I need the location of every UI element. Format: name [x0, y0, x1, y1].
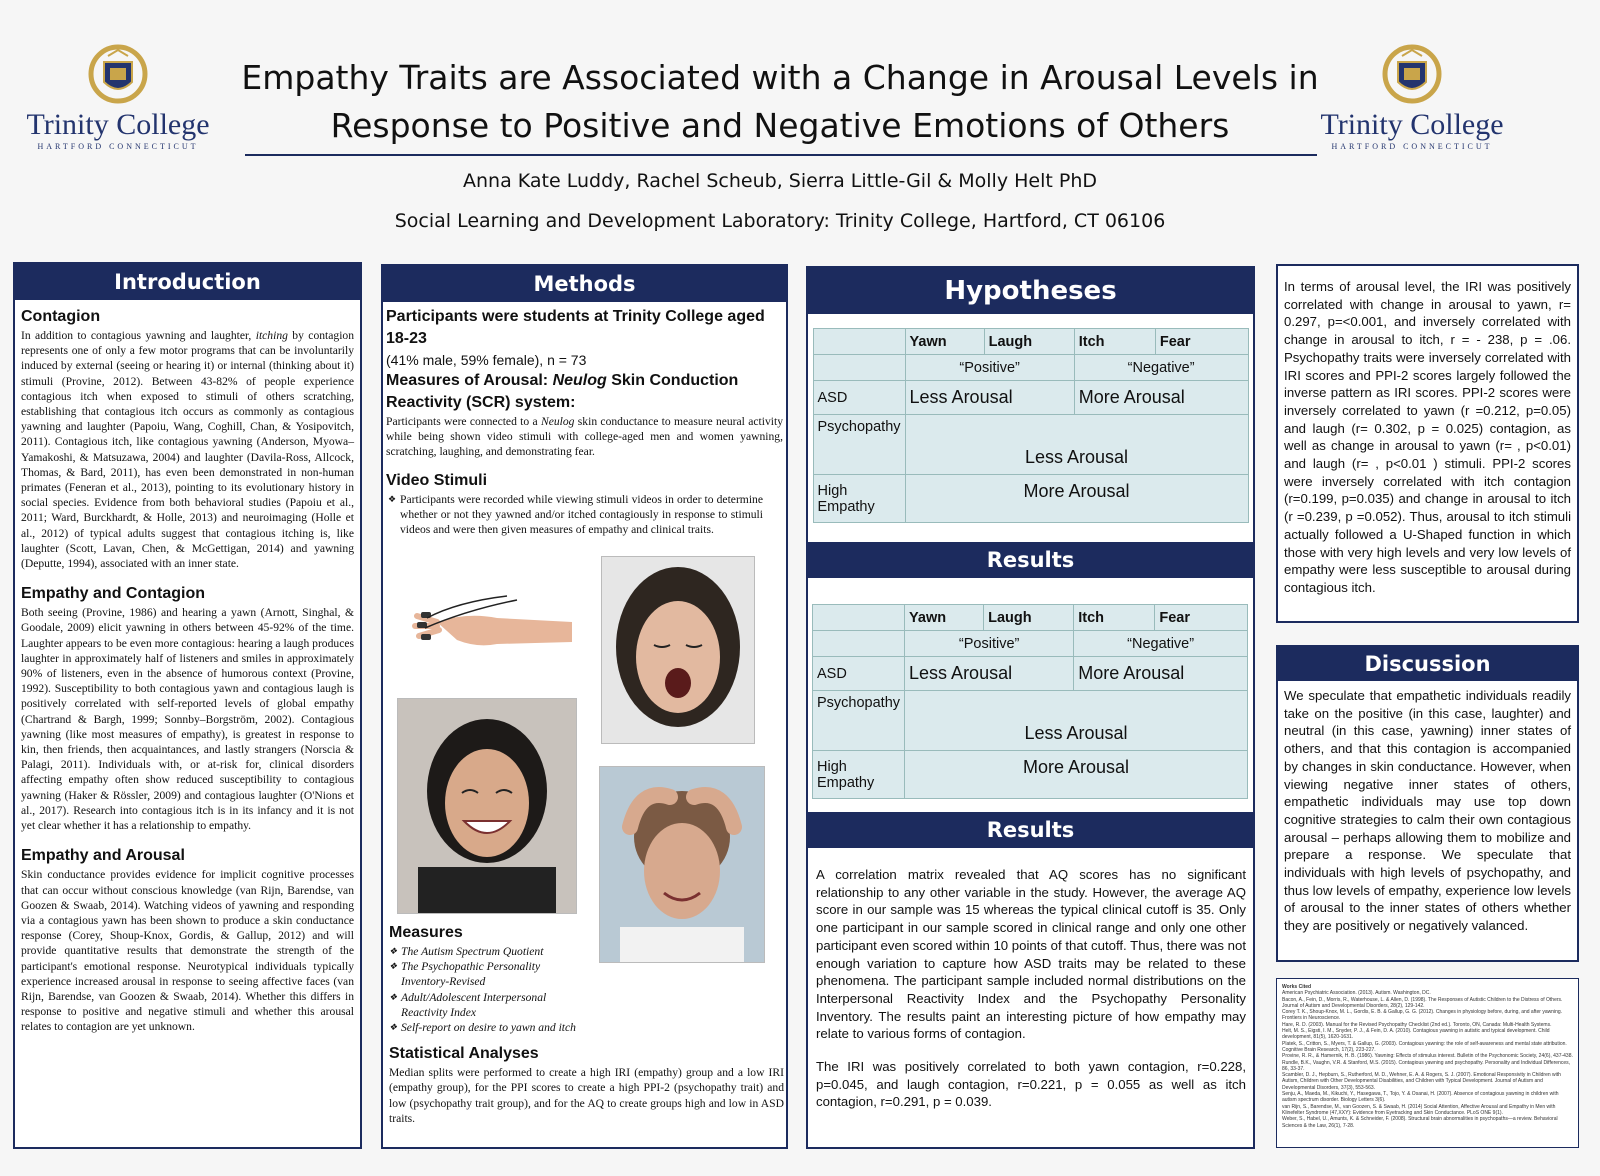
participants-text: Participants were students at Trinity College aged 18-23 — [386, 308, 765, 347]
positive-label: “Positive” — [905, 355, 1074, 381]
hand-sensor-image — [397, 582, 577, 662]
psychopathy-value: Less Arousal — [905, 691, 1248, 751]
video-stimuli-list — [388, 492, 763, 538]
list-item: ❖ Self-report on desire to yawn and itch — [389, 1020, 579, 1035]
methods-heading: Methods — [383, 266, 786, 302]
negative-label: “Negative” — [1074, 355, 1248, 381]
contagion-title: Contagion — [21, 308, 101, 325]
row-asd: ASD — [813, 657, 905, 691]
title-line-1: Empathy Traits are Associated with a Change in Arousal Levels in — [241, 58, 1319, 97]
demographics-text: (41% male, 59% female), n = 73 — [386, 352, 587, 368]
methods-panel — [381, 264, 788, 1149]
negative-label: “Negative” — [1074, 631, 1248, 657]
empathy-value: More Arousal — [905, 751, 1248, 799]
results-paragraph-2: The IRI was positively correlated to both yawn contagion, r=0.228, p=0.045, and laugh contagion, r=0.221, p = 0.055 as well as itch contagion, r=0.291, p = 0.039. — [816, 1059, 1246, 1110]
hypotheses-results-panel — [806, 266, 1255, 1149]
references-title: Works Cited — [1282, 984, 1312, 990]
empathy-value: More Arousal — [905, 475, 1248, 523]
col-itch: Itch — [1074, 329, 1155, 355]
empathy-contagion-text: Both seeing (Provine, 1986) and hearing a yawn (Arnott, Singhal, & Goodale, 2009) elicit yawning in others between 45-92% of the time. Laughter appears to be even more contagious: hearing a laugh produces laughter in approximately half of listeners and smiles in approximately 90% of listeners, even in the absence of humorous context (Provine, 1992). Susceptibility to both contagious yawn and contagious laugh is positively correlated with self-reported levels of global empathy (Chartrand & Bargh, 1999; Sonnby–Borgström, 2002). Contagious yawning (like most measures of empathy), is greatest in response to kin, then friends, then acquaintances, and lastly strangers (Norscia & Palagi, 2011). Individuals with, or at-risk for, clinical disorders affecting empathy often show reduced susceptibility to contagious yawning (Haker & Rössler, 2009) and contagious laughter (O'Nions et al., 2017). Research into contagious itch is in its infancy and it is not yet clear whether it has a relationship to empathy. — [21, 606, 354, 833]
list-item: Provine, R. R., & Hamernik, H. B. (1986). Yawning: Effects of stimulus interest. Bulletin of the Psychonomic Society, 24(6), 437-438. — [1282, 1053, 1573, 1060]
asd-positive: Less Arousal — [905, 657, 1074, 691]
affiliation: Social Learning and Development Laboratory: Trinity College, Hartford, CT 06106 — [394, 210, 1166, 232]
crest-icon — [1382, 44, 1442, 106]
logo-sub: HARTFORD CONNECTICUT — [37, 142, 199, 151]
list-item: Helt, M. S., Eigsti, I. M., Snyder, P. J., & Fein, D. A. (2010). Contagious yawning in autistic and typical development. Child development, 81(5), 1620-1631. — [1282, 1028, 1550, 1041]
col-laugh: Laugh — [984, 329, 1074, 355]
results-continued-text: In terms of arousal level, the IRI was positively correlated with change in arousal to yawn, r= 0.297, p=<0.001, and inversely correlated with change in arousal to itch, r = - 238, p = .06. Psychopathy traits were inversely correlated with IRI scores and PPI-2 scores largely followed the inverse pattern as IRI scores. PPI-2 scores were inversely correlated to yawn (r =0.212, p=0.05) and laugh (r= 0.302, p = 0.025) contagion, as well as change in arousal to yawn (r= , p<0.01) and laugh (r= , p<0.01 ) stimuli. PPI-2 scores were inversely correlated with itch contagion (r=0.199, p=0.035) and change in arousal to itch (r =0.239, p =0.052). Thus, arousal to itch stimuli actually followed a U-Shaped function in which those with very high levels and very low levels of empathy were less susceptible to arousal during contagious itch. — [1284, 279, 1571, 595]
results-text — [816, 866, 1246, 1111]
measures-title: Measures — [389, 924, 463, 941]
positive-label: “Positive” — [905, 631, 1074, 657]
list-item: ❖ The Autism Spectrum Quotient — [389, 944, 579, 959]
table-corner — [813, 329, 905, 355]
crest-icon — [88, 44, 148, 106]
statistical-analyses-text: Median splits were performed to create a high IRI (empathy) group and a low IRI (empathy group), for the PPI scores to create a high PPI-2 (psychopathy trait) and low (psychopathy trait group), and for the AQ to create groups high and low in ASD traits. — [389, 1066, 784, 1125]
list-item: Scambler, D. J., Hepburn, S., Rutherford, M. D., Wehner, E. A. & Rogers, S. J. (2007). Emotional Responsivity in Children with Autism, Children with Other Developmental Disabilities, and Children with Typical Development. Journal of Autism and Developmental Disorders, 37(3), 553-563. — [1282, 1072, 1561, 1091]
list-item: Senju, A., Maeda, M., Kikuchi, Y., Hasegawa, T., Tojo, Y. & Osanai, H. (2007). Absence of contagious yawning in children with autism spectrum disorder. Biology Letters 3(6). — [1282, 1091, 1559, 1104]
results-continued-panel — [1276, 264, 1579, 623]
row-high-empathy: High Empathy — [813, 751, 905, 799]
introduction-heading: Introduction — [15, 264, 360, 300]
laughing-face-image — [397, 698, 577, 914]
discussion-panel — [1276, 645, 1579, 962]
measures-list — [389, 944, 579, 1035]
col-fear: Fear — [1155, 605, 1248, 631]
list-item: Rundle, B.K., Vaughn, V.R. & Stanford, M.S. (2015). Contagious yawning and psychopathy. Personality and Individual Differences, 86, 33-37. — [1282, 1059, 1571, 1072]
results-heading: Results — [808, 812, 1253, 848]
row-asd: ASD — [813, 381, 905, 415]
results-table-heading: Results — [808, 542, 1253, 578]
results-paragraph-1: A correlation matrix revealed that AQ scores has no significant relationship to any other variable in the study. However, the average AQ score in our sample was 15 whereas the typical clinical cutoff is 35. Only one participant in our sample scored in clinical range and only one other participant even scored within 10 points of that cutoff. Thus, there was not enough variation to capture how ASD traits may be related to these phenomena. The participant sample included normal distributions on the Interpersonal Reactivity Index and the Psychopathy Personality Inventory. The results paint an interesting picture of how empathy may relate to various forms of contagion. — [816, 867, 1246, 1042]
logo-right — [1302, 44, 1522, 164]
list-item: Corey T. K., Shoup-Knox, M. L., Gordis, E. B. & Gallup, G. G. (2012). Changes in physiology before, during, and after yawning. Frontiers in Neuroscience. — [1282, 1009, 1563, 1022]
results-table — [812, 604, 1248, 799]
empathy-contagion-title: Empathy and Contagion — [21, 585, 205, 603]
empathy-arousal-title: Empathy and Arousal — [21, 847, 185, 865]
psychopathy-value: Less Arousal — [905, 415, 1248, 475]
yawning-face-image — [601, 556, 755, 744]
poster-title — [240, 54, 1320, 150]
list-item: van Rijn, S., Barendse, M., van Goozen, S. & Swaab, H. (2014) Social Attention, Affective Arousal and Empathy in Men with Klinefelter Syndrome (47,XXY): Evidence from Eyetracking and Skin Conductance. PLoS ONE 9(1). — [1282, 1103, 1556, 1116]
list-item: Bacon, A., Fein, D., Morris, R., Waterhouse, L. & Allen, D. (1998). The Responses of Autistic Children to the Distress of Others. Journal of Autism and Developmental Disorders, 28(2), 129-142. — [1282, 996, 1563, 1009]
references-panel — [1276, 978, 1579, 1148]
asd-positive: Less Arousal — [905, 381, 1074, 415]
asd-negative: More Arousal — [1074, 657, 1248, 691]
list-item: Weber, S., Habel, U., Amunts, K. & Schneider, F. (2008). Structural brain abnormalities in psychopaths—a review. Behavioral Sciences & the Law, 26(1), 7-28. — [1282, 1116, 1558, 1129]
hypotheses-table — [813, 328, 1249, 523]
list-item: American Psychiatric Association. (2013). Autism. Washington, DC. — [1282, 990, 1431, 997]
video-stimuli-title: Video Stimuli — [386, 471, 488, 489]
logo-sub: HARTFORD CONNECTICUT — [1331, 142, 1493, 151]
scr-text: Participants were connected to a Neulog skin conductance to measure neural activity while being shown video stimuli with college-aged men and women yawning, scratching, laughing, and demonstrating fear. — [386, 415, 783, 459]
statistical-analyses-title: Statistical Analyses — [389, 1045, 539, 1063]
col-laugh: Laugh — [984, 605, 1074, 631]
title-line-2: Response to Positive and Negative Emotions of Others — [330, 106, 1230, 145]
col-yawn: Yawn — [905, 329, 984, 355]
contagion-text: In addition to contagious yawning and laughter, itching by contagion represents one of only a few motor programs that can be involuntarily induced by external (seeing or hearing it) or internal (thinking about it) stimuli (Provine, 2012). Between 43-82% of people experience contagious itch when exposed to stimuli of others scratching, establishing that contagious itch occurs as commonly as contagious yawning and laughter (Papoiu, Wang, Coghill, Chan, & Yosipovitch, 2011). Contagious itch, like contagious yawning (Anderson, Myowa–Yamakoshi, & Matsuzawa, 2004) and laughter (Davila-Ross, Allcock, Thomas, & Bard, 2011), has even been demonstrated in non-human primates (Feneran et al., 2013), pointing to its evolutionary history in social species. Evidence from both behavioral studies (Papoiu et al., 2011; Ward, Burckhardt, & Holle, 2013) and neuroimaging (Holle et al., 2012) of typical adults suggest that contagious itching is, like laughter (Scott, Lavan, Chen, & McGettigan, 2014) and yawning (Deputte, 1994), associated with an inner state. — [21, 329, 355, 571]
introduction-panel — [13, 262, 362, 1149]
row-psychopathy: Psychopathy — [813, 415, 905, 475]
list-item: ❖ Adult/Adolescent Interpersonal Reactivity Index — [389, 990, 579, 1020]
col-itch: Itch — [1074, 605, 1155, 631]
discussion-text: We speculate that empathetic individuals readily take on the positive (in this case, laughter) and neutral (in this case, yawning) inner states of others, and that this contagion is accompanied by changes in skin conductance. However, when viewing negative inner states of others, empathetic individuals may use top down cognitive strategies to calm their own contagious arousal – perhaps allowing them to mobilize and prepare a response. We speculate that individuals with high levels of psychopathy, and thus low levels of empathy, experience low levels of arousal to the inner states of others whether they are positively or negatively valanced. — [1284, 688, 1571, 934]
row-psychopathy: Psychopathy — [813, 691, 905, 751]
empathy-arousal-text: Skin conductance provides evidence for implicit cognitive processes that can occur without conscious knowledge (van Rijn, Barendse, van Goozen & Swaab, 2014). Watching videos of yawning and responding via a contagious yawn has been shown to produce a skin conductance response (Corey, Shoup-Knox, Gordis, & Gallup, 2012) and will provide quantitative results that demonstrate the strength of the participant's emotional response. Neurotypical individuals typically experience increased arousal in response to seeing affective faces (van Rijn, Barendse, van Goozen & Swaab, 2014). Whether this differs in response to positive and negative stimuli and whether this arousal relates to contagion are yet unknown. — [21, 868, 354, 1034]
discussion-heading: Discussion — [1278, 647, 1577, 681]
logo-name: Trinity College — [1320, 108, 1504, 141]
list-item: Platek, S., Critton, S., Myers, T. & Gallup, G. (2003). Contagious yawning: the role of self-awareness and mental state attribution. Cognitive Brain Research, 17(2), 223-227. — [1282, 1040, 1567, 1053]
authors: Anna Kate Luddy, Rachel Scheub, Sierra Little-Gil & Molly Helt PhD — [463, 170, 1097, 192]
logo-name: Trinity College — [26, 108, 210, 141]
references-list — [1277, 979, 1578, 1129]
list-item: ❖ Participants were recorded while viewing stimuli videos in order to determine whether or not they yawned and/or itched contagiously in response to stimuli videos and were then given measures of empathy and clinical traits. — [388, 492, 763, 538]
list-item: Hare, R. D. (2003). Manual for the Revised Psychopathy Checklist (2nd ed.). Toronto, ON, Canada: Multi-Health Systems. — [1282, 1021, 1552, 1028]
asd-negative: More Arousal — [1074, 381, 1248, 415]
row-high-empathy: High Empathy — [813, 475, 905, 523]
list-item: ❖ The Psychopathic Personality Inventory-Revised — [389, 959, 579, 989]
measures-arousal-title: Measures of Arousal: Neulog Skin Conduction Reactivity (SCR) system: — [386, 372, 739, 411]
col-fear: Fear — [1155, 329, 1248, 355]
logo-left — [8, 44, 228, 164]
hypotheses-heading: Hypotheses — [808, 268, 1253, 314]
title-divider — [245, 154, 1317, 156]
col-yawn: Yawn — [905, 605, 984, 631]
